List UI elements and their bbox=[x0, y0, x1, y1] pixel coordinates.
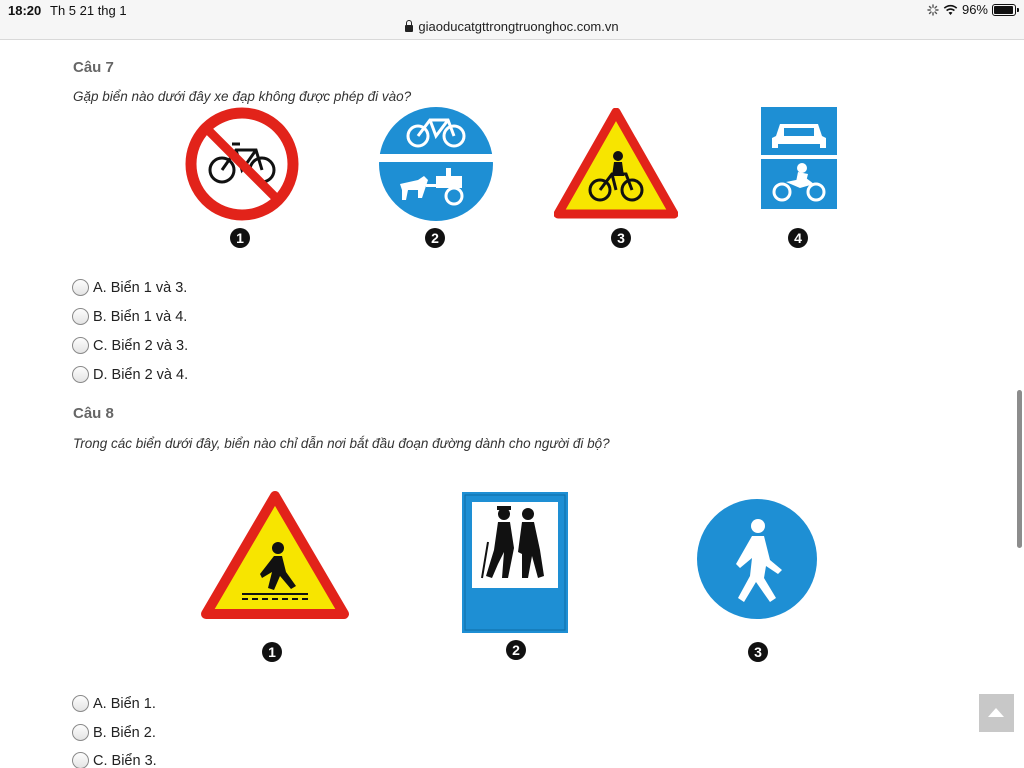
wifi-icon bbox=[943, 4, 958, 16]
sign-number: 3 bbox=[611, 228, 631, 248]
car-motorcycle-lane-sign-icon bbox=[758, 104, 840, 212]
browser-status-bar bbox=[0, 0, 1024, 40]
address-bar[interactable] bbox=[0, 19, 1024, 34]
option-8-a[interactable] bbox=[72, 695, 156, 712]
no-bicycle-sign-icon bbox=[184, 106, 300, 222]
sign-number: 4 bbox=[788, 228, 808, 248]
battery-fill bbox=[994, 6, 1013, 14]
scroll-to-top-button[interactable] bbox=[979, 694, 1014, 732]
sign-number: 3 bbox=[748, 642, 768, 662]
radio-button[interactable] bbox=[72, 279, 89, 296]
option-7-d[interactable] bbox=[72, 366, 188, 383]
scrollbar[interactable] bbox=[1017, 390, 1022, 548]
radio-button[interactable] bbox=[72, 337, 89, 354]
option-7-b[interactable] bbox=[72, 308, 187, 325]
question-8-text: Trong các biển dưới đây, biển nào chỉ dẫn nơi bắt đầu đoạn đường dành cho người đi bộ? bbox=[73, 436, 610, 451]
bicycle-cart-lane-sign-icon bbox=[378, 106, 494, 222]
radio-button[interactable] bbox=[72, 308, 89, 325]
status-date: Th 5 21 thg 1 bbox=[50, 3, 127, 18]
bicycle-warning-sign-icon bbox=[554, 108, 678, 220]
option-label: C. Biển 3. bbox=[93, 752, 157, 768]
battery-percent: 96% bbox=[961, 2, 988, 17]
question-7-title: Câu 7 bbox=[73, 59, 114, 76]
address-url: giaoducatgttrongtruonghoc.com.vn bbox=[418, 19, 619, 34]
option-label: B. Biển 2. bbox=[93, 724, 156, 741]
sign-number: 2 bbox=[425, 228, 445, 248]
option-label: B. Biển 1 và 4. bbox=[93, 308, 188, 325]
radio-button[interactable] bbox=[72, 752, 89, 768]
option-label: D. Biển 2 và 4. bbox=[93, 366, 189, 383]
option-label: C. Biển 2 và 3. bbox=[93, 337, 189, 354]
loading-icon bbox=[927, 4, 939, 16]
pedestrian-path-sign-icon bbox=[696, 498, 818, 620]
question-7-text: Gặp biển nào dưới đây xe đạp không được phép đi vào? bbox=[73, 89, 412, 104]
radio-button[interactable] bbox=[72, 724, 89, 741]
status-right bbox=[927, 2, 1016, 17]
pedestrian-crossing-warning-sign-icon bbox=[200, 490, 350, 620]
sign-number: 2 bbox=[506, 640, 526, 660]
lock-icon bbox=[405, 25, 413, 32]
option-8-b[interactable] bbox=[72, 724, 156, 741]
battery-icon bbox=[992, 4, 1016, 16]
sign-number: 1 bbox=[230, 228, 250, 248]
option-label: A. Biển 1 và 3. bbox=[93, 279, 188, 296]
elderly-pedestrians-sign-icon bbox=[462, 492, 568, 633]
option-7-c[interactable] bbox=[72, 337, 188, 354]
status-time: 18:20 bbox=[8, 3, 42, 18]
option-8-c[interactable] bbox=[72, 752, 157, 768]
question-8-title: Câu 8 bbox=[73, 405, 114, 422]
sign-number: 1 bbox=[262, 642, 282, 662]
radio-button[interactable] bbox=[72, 366, 89, 383]
option-7-a[interactable] bbox=[72, 279, 187, 296]
radio-button[interactable] bbox=[72, 695, 89, 712]
option-label: A. Biển 1. bbox=[93, 695, 156, 712]
